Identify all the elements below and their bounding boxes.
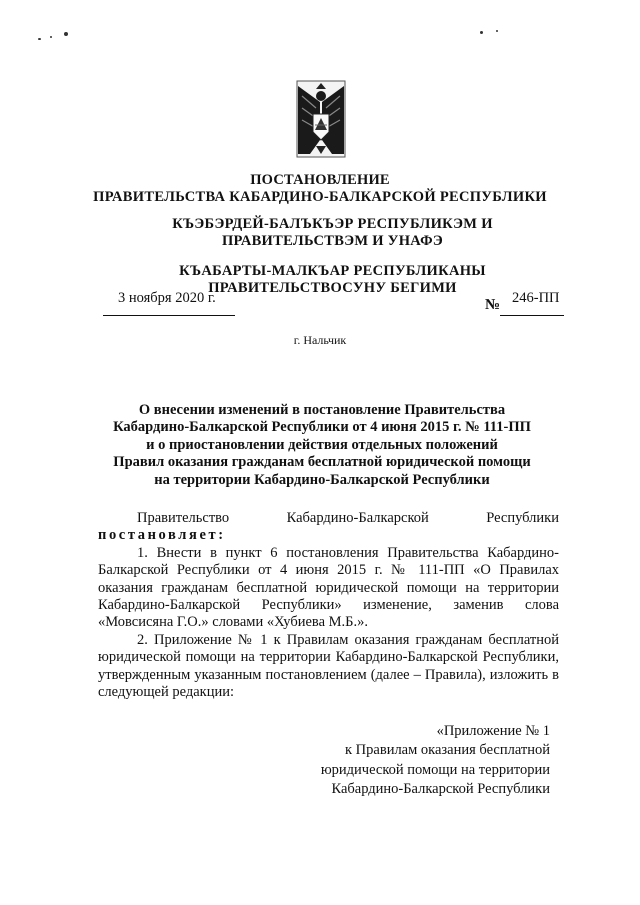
- body-item-1: 1. Внести в пункт 6 постановления Правительства Кабардино-Балкарской Республики от 4 июня 2015 г. № 111-ПП «О Правилах оказания гражданам бесплатной юридической помощи на территории Кабардино-Балкарской Республики» изменение, заменив слова «Мовсисяна Г.О.» словами «Хубиева М.Б.».: [98, 544, 559, 631]
- coat-of-arms-emblem: [296, 80, 346, 158]
- scan-speck: [38, 38, 41, 40]
- document-type-title: ПОСТАНОВЛЕНИЕ: [250, 172, 390, 188]
- document-body: [98, 510, 559, 701]
- subject-line: Кабардино-Балкарской Республики от 4 июня 2015 г. № 111-ПП: [113, 419, 531, 436]
- subject-line: на территории Кабардино-Балкарской Республики: [154, 471, 490, 488]
- subject-line: и о приостановлении действия отдельных положений: [146, 436, 498, 453]
- issuer-name-kabardian: КЪЭБЭРДЕЙ-БАЛЪКЪЭР РЕСПУБЛИКЭМ И ПРАВИТЕЛЬСТВЭМ И УНАФЭ: [172, 216, 493, 249]
- subject-line: О внесении изменений в постановление Правительства: [138, 402, 506, 418]
- city: г. Нальчик: [293, 333, 347, 347]
- scan-speck: [64, 32, 68, 36]
- appendix-line: юридической помощи на территории: [320, 761, 550, 778]
- number-sign: №: [485, 297, 501, 313]
- number-underline: [500, 315, 564, 316]
- appendix-line: к Правилам оказания бесплатной: [345, 742, 550, 759]
- body-item-2: 2. Приложение № 1 к Правилам оказания гражданам бесплатной юридической помощи на территории Кабардино-Балкарской Республики, утвержденным указанным постановлением (далее – Правила), изложить в следующей редакции:: [98, 631, 559, 701]
- body-intro: Правительство Кабардино-Балкарской Республики: [137, 510, 559, 526]
- scan-speck: [496, 30, 498, 32]
- decree-word: постановляет:: [98, 527, 226, 544]
- date-underline: [103, 315, 235, 316]
- appendix-line: Кабардино-Балкарской Республики: [331, 781, 550, 798]
- scan-speck: [50, 36, 52, 38]
- subject-line: Правил оказания гражданам бесплатной юридической помощи: [113, 454, 531, 471]
- issuer-name-russian: ПРАВИТЕЛЬСТВА КАБАРДИНО-БАЛКАРСКОЙ РЕСПУБЛИКИ: [93, 189, 547, 205]
- document-number: 246-ПП: [512, 290, 560, 306]
- scan-speck: [480, 31, 483, 34]
- document-date: 3 ноября 2020 г.: [118, 290, 216, 306]
- issuer-name-balkar: КЪАБАРТЫ-МАЛКЪАР РЕСПУБЛИКАНЫ ПРАВИТЕЛЬСТВОСУНУ БЕГИМИ: [179, 263, 486, 296]
- document-subject: [98, 402, 546, 489]
- appendix-line: «Приложение № 1: [436, 723, 550, 739]
- appendix-heading: [310, 722, 550, 800]
